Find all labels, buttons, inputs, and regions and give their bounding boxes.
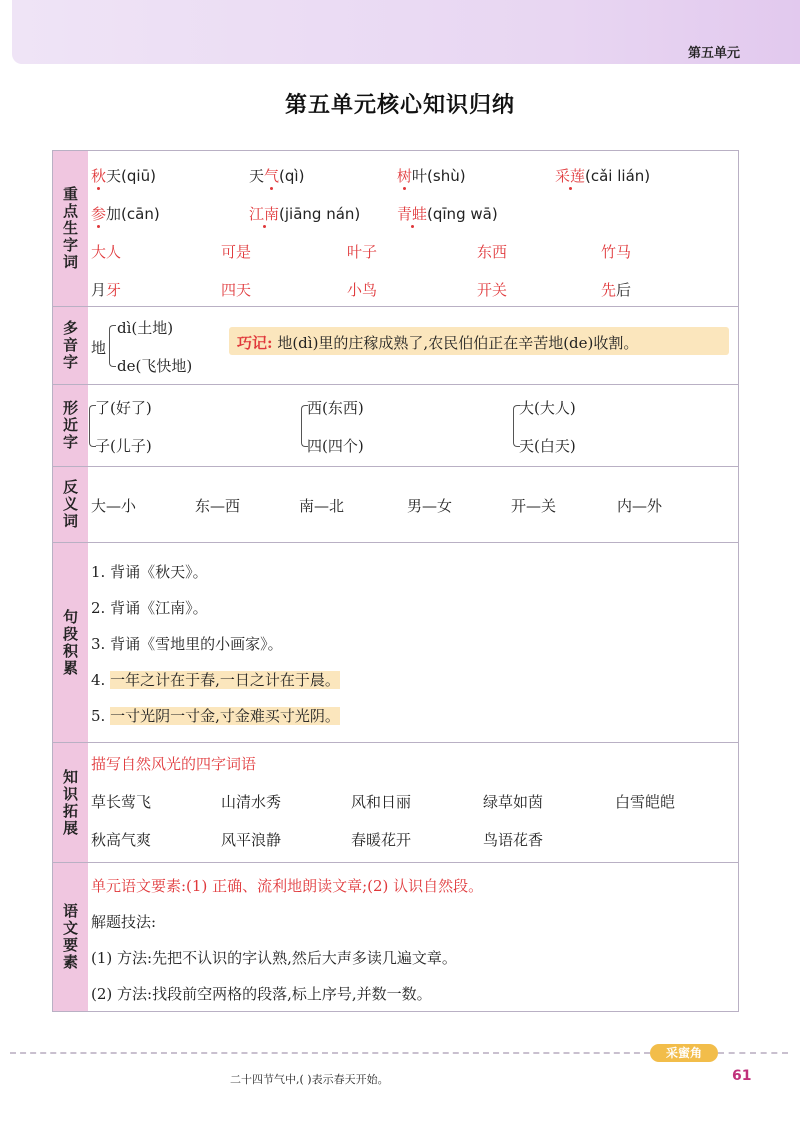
antonym-pair: 开—关	[511, 497, 557, 515]
antonym-pair: 内—外	[617, 497, 663, 515]
similar-char: 子(儿子)	[95, 437, 152, 455]
memory-tip-text: 巧记: 地(dì)里的庄稼成熟了,农民伯伯正在辛苦地(de)收割。	[237, 334, 639, 352]
section-polyphone	[53, 307, 738, 385]
footer-question: 二十四节气中,( )表示春天开始。	[230, 1073, 389, 1086]
page-number: 61	[732, 1068, 752, 1084]
word-item: 采莲(cǎi lián)	[555, 167, 651, 185]
word-item: 参加(cān)	[91, 205, 160, 223]
section-language-elements	[53, 863, 738, 1011]
section-label: 句段积累	[53, 543, 88, 742]
knowledge-table	[52, 150, 739, 1012]
section-similar-chars	[53, 385, 738, 467]
antonym-pair: 南—北	[299, 497, 345, 515]
idiom: 风平浪静	[221, 831, 282, 849]
antonym-pair: 男—女	[407, 497, 453, 515]
brace	[109, 325, 116, 367]
page-title: 第五单元核心知识归纳	[284, 93, 515, 118]
word-item: 月牙	[91, 281, 122, 299]
section-extension	[53, 743, 738, 863]
idiom: 秋高气爽	[91, 831, 152, 849]
reading-2: de(飞快地)	[117, 357, 193, 375]
footer-tag: 采蜜角	[650, 1044, 718, 1062]
polyphone-char: 地	[91, 339, 107, 357]
unit-label: 第五单元	[687, 46, 740, 61]
reading-1: dì(土地)	[117, 319, 174, 337]
word-item: 先后	[601, 281, 632, 299]
elements-heading: 单元语文要素:(1) 正确、流利地朗读文章;(2) 认识自然段。	[91, 877, 484, 895]
section-antonyms	[53, 467, 738, 543]
word-item: 竹马	[601, 243, 632, 261]
word-item: 东西	[477, 243, 508, 261]
idiom: 绿草如茵	[483, 793, 544, 811]
section-sentences	[53, 543, 738, 743]
section-label: 重点生字词	[53, 151, 88, 306]
idiom: 鸟语花香	[483, 831, 544, 849]
antonym-pair: 东—西	[195, 497, 241, 515]
section-label: 多音字	[53, 307, 88, 384]
idiom: 白雪皑皑	[615, 793, 676, 811]
idiom: 春暖花开	[351, 831, 412, 849]
method-subheading: 解题技法:	[91, 913, 157, 931]
idiom: 山清水秀	[221, 793, 282, 811]
sentence-item: 3. 背诵《雪地里的小画家》。	[91, 635, 283, 653]
word-item: 天气(qì)	[249, 167, 305, 185]
sentence-item: 5. 一寸光阴一寸金,寸金难买寸光阴。	[91, 707, 340, 725]
idiom: 草长莺飞	[91, 793, 152, 811]
word-item: 秋天(qiū)	[91, 167, 156, 185]
section-label: 形近字	[53, 385, 88, 466]
sentence-item: 1. 背诵《秋天》。	[91, 563, 208, 581]
word-item: 江南(jiāng nán)	[249, 205, 361, 223]
footer-divider	[10, 1052, 650, 1054]
section-label: 知识拓展	[53, 743, 88, 862]
word-item: 开关	[477, 281, 508, 299]
section-label: 语文要素	[53, 863, 88, 1011]
idiom: 风和日丽	[351, 793, 412, 811]
section-key-words	[53, 151, 738, 307]
word-item: 青蛙(qīng wā)	[397, 205, 498, 223]
method-item: (2) 方法:找段前空两格的段落,标上序号,并数一数。	[91, 985, 432, 1003]
similar-char: 了(好了)	[95, 399, 152, 417]
word-item: 叶子	[347, 243, 378, 261]
extension-heading: 描写自然风光的四字词语	[91, 755, 257, 773]
word-item: 树叶(shù)	[397, 167, 466, 185]
similar-char: 西(东西)	[307, 399, 364, 417]
header-band	[12, 0, 800, 64]
word-item: 四天	[221, 281, 252, 299]
antonym-pair: 大—小	[91, 497, 137, 515]
similar-char: 大(大人)	[519, 399, 576, 417]
word-item: 小鸟	[347, 281, 378, 299]
word-item: 可是	[221, 243, 252, 261]
section-label: 反义词	[53, 467, 88, 542]
sentence-item: 4. 一年之计在于春,一日之计在于晨。	[91, 671, 340, 689]
similar-char: 四(四个)	[307, 437, 364, 455]
word-item: 大人	[91, 243, 122, 261]
footer-divider	[718, 1052, 788, 1054]
method-item: (1) 方法:先把不认识的字认熟,然后大声多读几遍文章。	[91, 949, 457, 967]
similar-char: 天(白天)	[519, 437, 576, 455]
sentence-item: 2. 背诵《江南》。	[91, 599, 208, 617]
